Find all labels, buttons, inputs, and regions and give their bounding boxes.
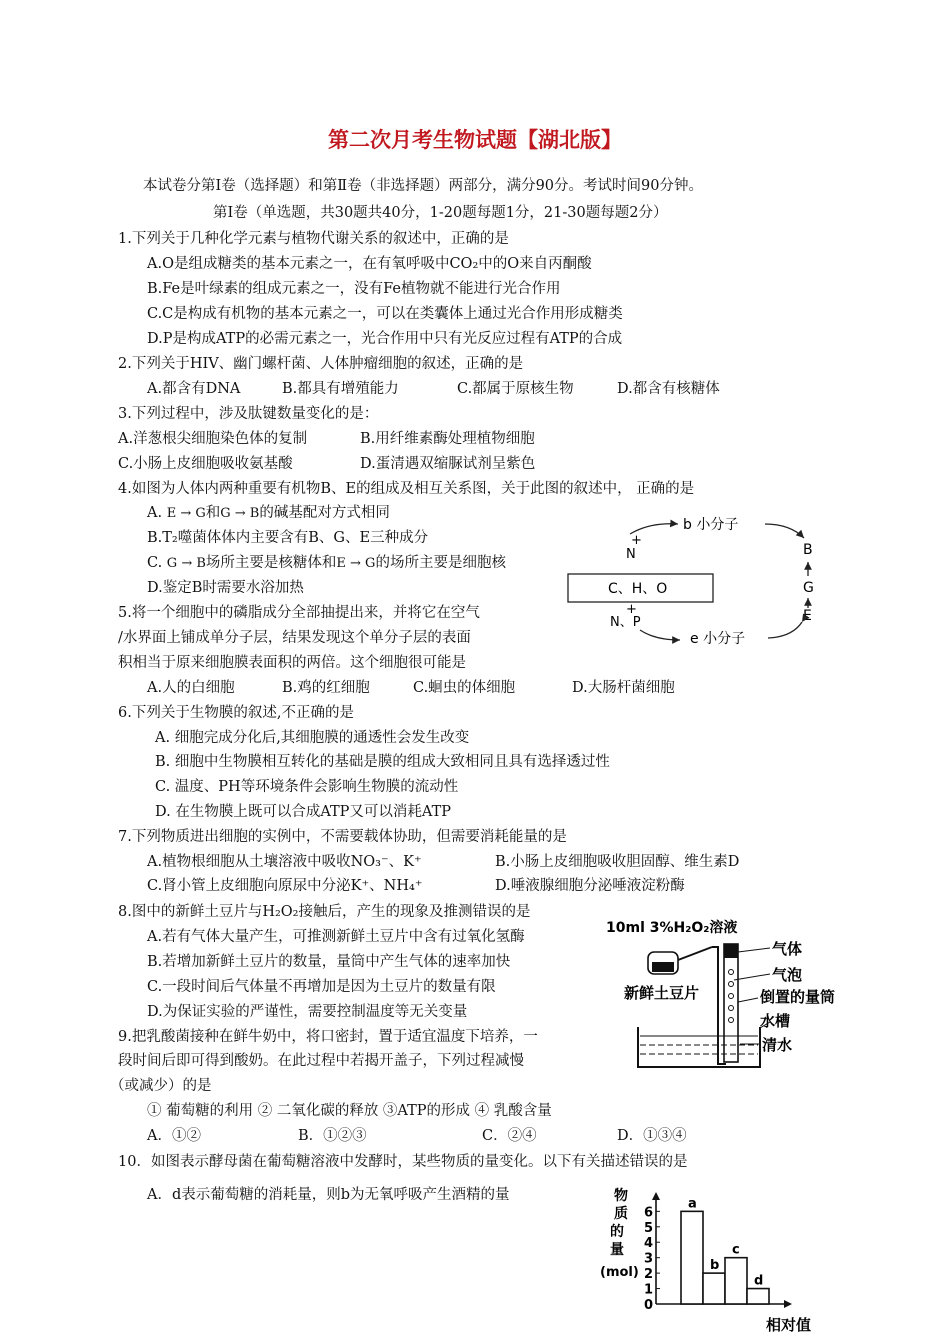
label-B: B bbox=[803, 542, 813, 558]
q5-option-c: C.蛔虫的体细胞 bbox=[413, 680, 516, 696]
q1-stem: 1.下列关于几种化学元素与植物代谢关系的叙述中，正确的是 bbox=[118, 231, 509, 247]
q7-option-b: B.小肠上皮细胞吸收胆固醇、维生素D bbox=[495, 854, 740, 870]
q9-option-b: B．①②③ bbox=[298, 1128, 367, 1144]
label-plus-bottom: + bbox=[626, 602, 637, 617]
q2-option-c: C.都属于原核生物 bbox=[457, 381, 574, 397]
arrow-b-to-B bbox=[765, 524, 804, 538]
y-tick-label: 5 bbox=[644, 1220, 654, 1236]
q2-option-d: D.都含有核糖体 bbox=[617, 381, 720, 397]
gas-region bbox=[724, 944, 738, 958]
page-title: 第二次月考生物试题【湖北版】 bbox=[328, 127, 622, 152]
y-axis-arrow bbox=[652, 1192, 660, 1200]
bar-label-a: a bbox=[688, 1196, 697, 1212]
q1-option-c: C.C是构成有机物的基本元素之一，可以在类囊体上通过光合作用形成糖类 bbox=[147, 306, 623, 322]
q4-option-c bbox=[147, 553, 506, 574]
y-tick-label: 6 bbox=[644, 1205, 654, 1221]
q3-option-b: B.用纤维素酶处理植物细胞 bbox=[360, 431, 535, 447]
y-tick-label: 0 bbox=[644, 1298, 654, 1313]
q7-option-a: A.植物根细胞从土壤溶液中吸收NO₃⁻、K⁺ bbox=[147, 854, 422, 870]
q9-line-2: 段时间后即可得到酸奶。在此过程中若揭开盖子，下列过程减慢 bbox=[118, 1053, 524, 1069]
q8-option-c: C.一段时间后气体量不再增加是因为土豆片的数量有限 bbox=[147, 979, 496, 995]
q9-option-a: A．①② bbox=[147, 1128, 201, 1144]
q8-option-d: D.为保证实验的严谨性，需要控制温度等无关变量 bbox=[147, 1004, 468, 1020]
q10-bar-chart bbox=[590, 1184, 835, 1334]
label-bubble: 气泡 bbox=[772, 966, 803, 984]
arrow-e-to-E bbox=[768, 622, 802, 638]
q4-diagram bbox=[560, 512, 830, 647]
q2-option-a: A.都含有DNA bbox=[147, 381, 241, 397]
water-tank bbox=[638, 1027, 760, 1067]
q8-option-a: A.若有气体大量产生，可推测新鲜土豆片中含有过氧化氢酶 bbox=[147, 929, 525, 945]
q5-option-b: B.鸡的红细胞 bbox=[282, 680, 370, 696]
q4-a-prefix: A. bbox=[147, 505, 163, 521]
q9-line-3: （或减少）的是 bbox=[110, 1078, 212, 1094]
y-tick-label: 3 bbox=[644, 1251, 654, 1267]
q5-option-a: A.人的白细胞 bbox=[147, 680, 235, 696]
q8-option-b: B.若增加新鲜土豆片的数量，量筒中产生气体的速率加快 bbox=[147, 954, 511, 970]
label-b-small: b 小分子 bbox=[683, 517, 739, 533]
q9-line-1: 9.把乳酸菌接种在鲜牛奶中，将口密封，置于适宜温度下培养，一 bbox=[118, 1029, 538, 1045]
q1-option-b: B.Fe是叶绿素的组成元素之一，没有Fe植物就不能进行光合作用 bbox=[147, 281, 561, 297]
label-CHO: C、H、O bbox=[608, 581, 668, 597]
q5-option-d: D.大肠杆菌细胞 bbox=[572, 680, 675, 696]
ylabel-line-2: 质 bbox=[614, 1206, 628, 1222]
q4-option-b: B.T₂噬菌体体内主要含有B、G、E三种成分 bbox=[147, 530, 429, 546]
q7-option-d: D.唾液腺细胞分泌唾液淀粉酶 bbox=[495, 878, 685, 894]
q4-c-suffix: 的场所主要是细胞核 bbox=[375, 555, 506, 571]
y-tick-label: 1 bbox=[644, 1282, 654, 1298]
q4-option-a bbox=[147, 503, 390, 524]
q1-option-a: A.O是组成糖类的基本元素之一，在有氧呼吸中CO₂中的O来自丙酮酸 bbox=[147, 256, 592, 272]
q7-stem: 7.下列物质进出细胞的实例中，不需要载体协助，但需要消耗能量的是 bbox=[118, 829, 567, 845]
bar-label-c: c bbox=[732, 1242, 740, 1258]
q6-option-a: A. 细胞完成分化后,其细胞膜的通透性会发生改变 bbox=[155, 730, 470, 746]
label-water: 清水 bbox=[762, 1036, 793, 1054]
q10-stem: 10．如图表示酵母菌在葡萄糖溶液中发酵时，某些物质的量变化。以下有关描述错误的是 bbox=[118, 1154, 688, 1170]
q10-option-a: A．d表示葡萄糖的消耗量，则b为无氧呼吸产生酒精的量 bbox=[147, 1187, 510, 1203]
q5-line-2: /水界面上铺成单分子层，结果发现这个单分子层的表面 bbox=[118, 630, 471, 646]
ylabel-line-4: 量 bbox=[610, 1242, 624, 1258]
q4-a-suffix: 的碱基配对方式相同 bbox=[259, 505, 390, 521]
q8-stem: 8.图中的新鲜土豆片与H₂O₂接触后，产生的现象及推测错误的是 bbox=[118, 904, 531, 920]
label-G: G bbox=[803, 580, 814, 596]
q6-option-c: C. 温度、PH等环境条件会影响生物膜的流动性 bbox=[155, 779, 459, 795]
q3-option-a: A.洋葱根尖细胞染色体的复制 bbox=[118, 431, 308, 447]
q3-option-c: C.小肠上皮细胞吸收氨基酸 bbox=[118, 456, 293, 472]
q4-c-mid: 场所主要是核糖体和 bbox=[205, 555, 337, 571]
bar-d bbox=[747, 1289, 769, 1304]
q4-a-formula-1: E → G bbox=[166, 506, 206, 521]
q5-line-3: 积相当于原来细胞膜表面积的两倍。这个细胞很可能是 bbox=[118, 655, 466, 671]
bar-a bbox=[681, 1211, 703, 1304]
bar-label-d: d bbox=[754, 1273, 764, 1289]
cylinder-icon bbox=[724, 944, 738, 1062]
label-NP: N、P bbox=[610, 615, 641, 630]
bar-c bbox=[725, 1258, 747, 1304]
q4-c-prefix: C. bbox=[147, 555, 163, 571]
q6-stem: 6.下列关于生物膜的叙述,不正确的是 bbox=[118, 705, 354, 721]
q3-option-d: D.蛋清遇双缩脲试剂呈紫色 bbox=[360, 456, 536, 472]
label-E: E bbox=[803, 608, 812, 624]
q1-option-d: D.P是构成ATP的必需元素之一，光合作用中只有光反应过程有ATP的合成 bbox=[147, 331, 623, 347]
q4-c-formula-1: G → B bbox=[166, 556, 206, 571]
q4-stem: 4.如图为人体内两种重要有机物B、E的组成及相互关系图，关于此图的叙述中， 正确的是 bbox=[118, 481, 695, 497]
bar-label-b: b bbox=[710, 1258, 720, 1274]
q4-a-mid: 和 bbox=[205, 505, 221, 521]
y-tick-label: 2 bbox=[644, 1267, 654, 1283]
arrow-to-e bbox=[640, 630, 680, 640]
label-tank: 水槽 bbox=[760, 1012, 791, 1030]
xlabel: 相对值 bbox=[766, 1316, 812, 1334]
ylabel-line-5: (mol) bbox=[600, 1265, 639, 1280]
q9-items: ① 葡萄糖的利用 ② 二氧化碳的释放 ③ATP的形成 ④ 乳酸含量 bbox=[147, 1103, 552, 1119]
q5-line-1: 5.将一个细胞中的磷脂成分全部抽提出来，并将它在空气 bbox=[118, 605, 480, 621]
label-N: N bbox=[626, 547, 636, 562]
q6-option-b: B. 细胞中生物膜相互转化的基础是膜的组成大致相同且具有选择透过性 bbox=[155, 754, 610, 770]
q7-option-c: C.肾小管上皮细胞向原尿中分泌K⁺、NH₄⁺ bbox=[147, 878, 423, 894]
y-tick-label: 4 bbox=[644, 1236, 654, 1252]
q9-option-c: C．②④ bbox=[482, 1128, 537, 1144]
bar-b bbox=[703, 1273, 725, 1304]
label-e-small: e 小分子 bbox=[690, 631, 746, 647]
q6-option-d: D. 在生物膜上既可以合成ATP又可以消耗ATP bbox=[155, 804, 452, 820]
q3-stem: 3.下列过程中，涉及肽键数量变化的是： bbox=[118, 406, 379, 422]
q2-stem: 2.下列关于HIV、幽门螺杆菌、人体肿瘤细胞的叙述，正确的是 bbox=[118, 356, 524, 372]
ylabel-line-3: 的 bbox=[610, 1224, 624, 1240]
ylabel-line-1: 物 bbox=[614, 1188, 628, 1204]
label-h2o2: 10ml 3%H₂O₂溶液 bbox=[606, 920, 738, 936]
label-cylinder: 倒置的量筒 bbox=[760, 988, 836, 1006]
label-potato: 新鲜土豆片 bbox=[624, 984, 700, 1002]
x-axis-arrow bbox=[784, 1300, 792, 1308]
intro-line: 本试卷分第Ⅰ卷（选择题）和第Ⅱ卷（非选择题）两部分，满分90分。考试时间90分钟。 bbox=[143, 178, 703, 194]
q4-c-formula-2: E → G bbox=[336, 556, 376, 571]
q4-option-d: D.鉴定B时需要水浴加热 bbox=[147, 580, 304, 596]
q8-apparatus-diagram bbox=[600, 912, 840, 1072]
tube-top bbox=[678, 947, 712, 960]
q2-option-b: B.都具有增殖能力 bbox=[282, 381, 399, 397]
label-gas: 气体 bbox=[772, 940, 803, 958]
q9-option-d: D．①③④ bbox=[617, 1128, 687, 1144]
section-heading: 第Ⅰ卷（单选题，共30题共40分，1-20题每题1分，21-30题每题2分） bbox=[213, 205, 668, 221]
label-plus-top: + bbox=[631, 533, 642, 548]
q4-a-formula-2: G → B bbox=[220, 506, 260, 521]
flask-liquid bbox=[652, 962, 674, 972]
